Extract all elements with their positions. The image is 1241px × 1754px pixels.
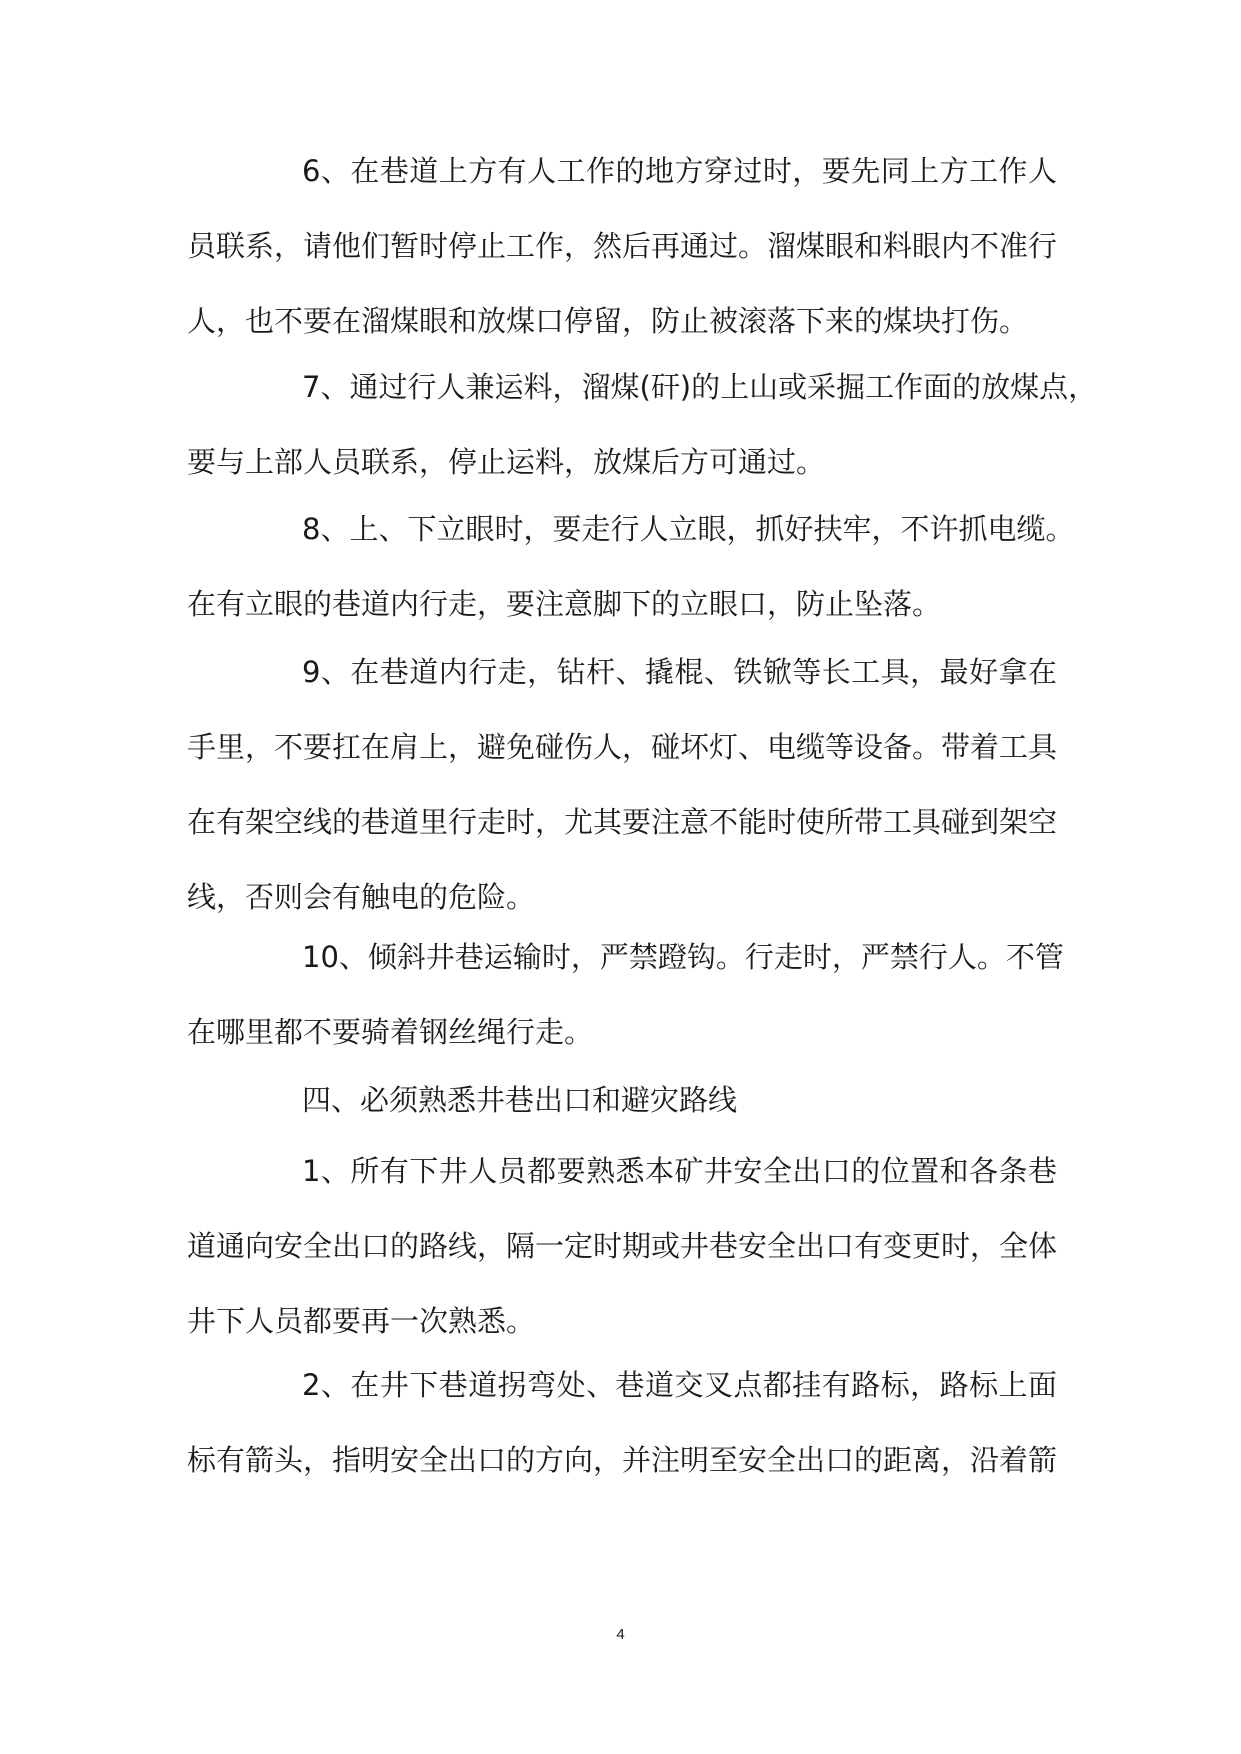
text-line: 在哪里都不要骑着钢丝绳行走。 xyxy=(187,1015,594,1049)
paragraph-item-10 xyxy=(187,920,1064,1070)
page-number: 4 xyxy=(616,1626,625,1643)
text-line: 井下人员都要再一次熟悉。 xyxy=(187,1304,536,1338)
text-line: 线，否则会有触电的危险。 xyxy=(187,880,536,914)
text-line: 在有架空线的巷道里行走时，尤其要注意不能时使所带工具碰到架空 xyxy=(187,805,1058,839)
paragraph-item-6 xyxy=(187,134,1057,359)
text-line: 8、上、下立眼时，要走行人立眼，抓好扶牢，不许抓电缆。 xyxy=(302,512,1075,546)
text-line: 10、倾斜井巷运输时，严禁蹬钩。行走时，严禁行人。不管 xyxy=(302,940,1064,974)
text-line: 1、所有下井人员都要熟悉本矿井安全出口的位置和各条巷 xyxy=(302,1154,1057,1188)
section-heading xyxy=(187,1063,1057,1138)
text-line: 6、在巷道上方有人工作的地方穿过时，要先同上方工作人 xyxy=(302,154,1057,188)
paragraph-item-1 xyxy=(187,1134,1057,1359)
paragraph-item-9 xyxy=(187,635,1057,935)
text-line: 手里，不要扛在肩上，避免碰伤人，碰坏灯、电缆等设备。带着工具 xyxy=(187,730,1058,764)
section-heading-text: 四、必须熟悉井巷出口和避灾路线 xyxy=(302,1083,738,1117)
text-line: 7、通过行人兼运料，溜煤(矸)的上山或采掘工作面的放煤点， xyxy=(302,370,1098,404)
text-line: 要与上部人员联系，停止运料，放煤后方可通过。 xyxy=(187,445,826,479)
paragraph-item-2 xyxy=(187,1348,1057,1498)
paragraph-item-8 xyxy=(187,492,1075,642)
text-line: 标有箭头，指明安全出口的方向，并注明至安全出口的距离，沿着箭 xyxy=(187,1443,1058,1477)
text-line: 员联系，请他们暂时停止工作，然后再通过。溜煤眼和料眼内不准行 xyxy=(187,229,1058,263)
text-line: 道通向安全出口的路线，隔一定时期或井巷安全出口有变更时，全体 xyxy=(187,1229,1058,1263)
text-line: 人，也不要在溜煤眼和放煤口停留，防止被滚落下来的煤块打伤。 xyxy=(187,304,1029,338)
paragraph-item-7 xyxy=(187,350,1098,500)
text-line: 2、在井下巷道拐弯处、巷道交叉点都挂有路标，路标上面 xyxy=(302,1368,1057,1402)
text-line: 9、在巷道内行走，钻杆、撬棍、铁锨等长工具，最好拿在 xyxy=(302,655,1057,689)
text-line: 在有立眼的巷道内行走，要注意脚下的立眼口，防止坠落。 xyxy=(187,587,942,621)
